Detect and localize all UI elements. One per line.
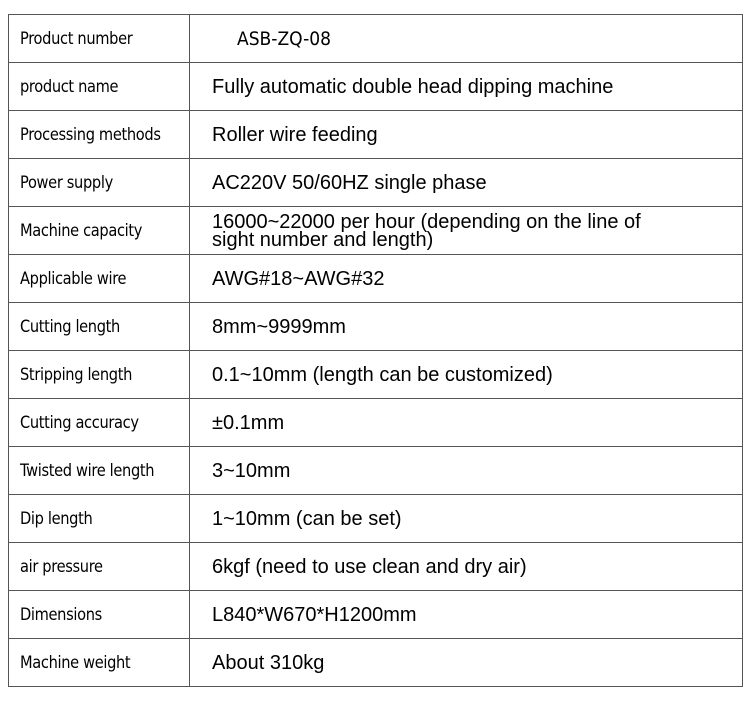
spec-value-cell — [190, 111, 743, 159]
spec-label: Dimensions — [20, 604, 102, 625]
spec-value-cell — [190, 495, 743, 543]
spec-label: Stripping length — [20, 364, 133, 385]
spec-label: Machine weight — [20, 652, 131, 673]
spec-row-air-pressure — [9, 543, 743, 591]
spec-row-applicable-wire — [9, 255, 743, 303]
spec-label-cell — [9, 543, 190, 591]
spec-row-machine-weight — [9, 639, 743, 687]
spec-label: Product number — [20, 28, 133, 49]
spec-value: 0.1~10mm (length can be customized) — [212, 363, 553, 386]
spec-value: Fully automatic double head dipping machine — [212, 75, 614, 98]
spec-value: 8mm~9999mm — [212, 315, 346, 338]
spec-row-dip-length — [9, 495, 743, 543]
spec-value: AC220V 50/60HZ single phase — [212, 171, 487, 194]
spec-value-cell — [190, 207, 743, 255]
spec-value: About 310kg — [212, 651, 325, 674]
spec-value: L840*W670*H1200mm — [212, 603, 417, 626]
spec-label: Dip length — [20, 508, 93, 529]
spec-value-cell — [190, 447, 743, 495]
spec-label-cell — [9, 639, 190, 687]
spec-value-cell — [190, 351, 743, 399]
spec-label: air pressure — [20, 556, 103, 577]
spec-label: Cutting length — [20, 316, 120, 337]
spec-value-cell — [190, 159, 743, 207]
spec-value-cell — [190, 639, 743, 687]
spec-row-cutting-length — [9, 303, 743, 351]
spec-value-cell — [190, 399, 743, 447]
spec-value-cell — [190, 591, 743, 639]
spec-value: AWG#18~AWG#32 — [212, 267, 385, 290]
spec-value: 16000~22000 per hour (depending on the line of sight number and length) — [212, 210, 641, 251]
spec-label-cell — [9, 159, 190, 207]
spec-value-cell — [190, 15, 743, 63]
spec-label-cell — [9, 255, 190, 303]
spec-row-product-name — [9, 63, 743, 111]
spec-value-cell — [190, 63, 743, 111]
spec-label-cell — [9, 63, 190, 111]
spec-value-cell — [190, 255, 743, 303]
spec-row-processing-methods — [9, 111, 743, 159]
spec-label-cell — [9, 111, 190, 159]
spec-label-cell — [9, 207, 190, 255]
spec-label-cell — [9, 495, 190, 543]
spec-row-twisted-wire-length — [9, 447, 743, 495]
spec-label-cell — [9, 15, 190, 63]
spec-row-stripping-length — [9, 351, 743, 399]
spec-value: ±0.1mm — [212, 411, 285, 434]
spec-label: Applicable wire — [20, 268, 127, 289]
spec-row-machine-capacity — [9, 207, 743, 255]
spec-row-power-supply — [9, 159, 743, 207]
spec-value: 3~10mm — [212, 459, 291, 482]
spec-label: Twisted wire length — [20, 460, 155, 481]
spec-table-body — [9, 15, 743, 687]
spec-label-cell — [9, 351, 190, 399]
spec-label: Power supply — [20, 172, 113, 193]
spec-label-cell — [9, 399, 190, 447]
spec-value-cell — [190, 303, 743, 351]
spec-label-cell — [9, 447, 190, 495]
spec-row-cutting-accuracy — [9, 399, 743, 447]
spec-row-dimensions — [9, 591, 743, 639]
spec-row-product-number — [9, 15, 743, 63]
spec-value: Roller wire feeding — [212, 123, 378, 146]
spec-label-cell — [9, 591, 190, 639]
spec-value-cell — [190, 543, 743, 591]
spec-value: 6kgf (need to use clean and dry air) — [212, 555, 527, 578]
spec-value: 1~10mm (can be set) — [212, 507, 402, 530]
spec-table — [8, 14, 743, 687]
spec-label: product name — [20, 76, 119, 97]
spec-value: ASB-ZQ-08 — [237, 27, 332, 50]
spec-label: Cutting accuracy — [20, 412, 139, 433]
spec-label-cell — [9, 303, 190, 351]
spec-label: Machine capacity — [20, 220, 143, 241]
spec-label: Processing methods — [20, 124, 161, 145]
